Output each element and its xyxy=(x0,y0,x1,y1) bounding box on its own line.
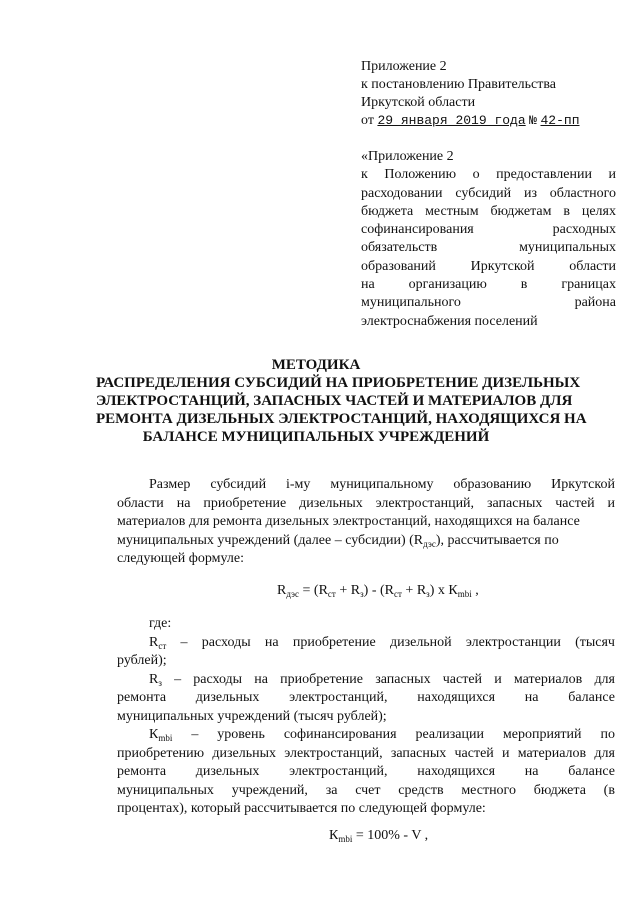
word: к xyxy=(361,167,368,183)
word: Размер xyxy=(149,477,191,492)
word: – xyxy=(191,727,199,742)
word: Положению xyxy=(384,167,457,183)
word: балансе xyxy=(568,690,615,705)
word: муниципального xyxy=(361,295,461,311)
word: муниципальных xyxy=(519,240,616,256)
word: образованию xyxy=(453,477,532,492)
word: – xyxy=(180,634,188,650)
word: электростанции xyxy=(465,634,561,650)
word: ремонта xyxy=(117,764,167,779)
intro-paragraph xyxy=(117,476,615,569)
word: субсидий xyxy=(210,477,267,492)
symbol xyxy=(149,634,166,653)
formula-k-mbi xyxy=(329,828,428,844)
word: местного xyxy=(461,782,516,798)
word: софинансирования xyxy=(361,222,474,238)
subscript: дэс xyxy=(423,538,436,549)
subscript: ст xyxy=(327,589,336,599)
symbol xyxy=(149,726,172,745)
definition-line xyxy=(117,634,615,653)
subscript: mbi xyxy=(158,733,173,743)
word: бюджета xyxy=(361,203,414,219)
definitions xyxy=(117,615,615,819)
word: областного xyxy=(549,185,616,201)
symbol: К xyxy=(329,828,339,843)
word: запасных xyxy=(390,745,447,761)
word: местным xyxy=(425,203,479,219)
word: средств xyxy=(398,782,444,798)
text: , xyxy=(471,583,479,598)
word: запасных xyxy=(375,671,431,687)
appendix-line xyxy=(361,185,616,203)
word: субсидий xyxy=(455,185,512,201)
word: из xyxy=(523,185,537,201)
word: на xyxy=(254,671,268,687)
approval-line: Приложение 2 xyxy=(361,59,447,74)
word: образований xyxy=(361,258,436,274)
word: электростанций, xyxy=(375,495,475,511)
appendix-line xyxy=(361,221,616,239)
word: в xyxy=(520,277,528,293)
word: целях xyxy=(581,203,616,219)
approval-date-line xyxy=(361,112,616,130)
word: и xyxy=(494,671,502,687)
word: дизельных xyxy=(195,764,260,779)
appendix-line xyxy=(361,276,616,294)
definition-line: муниципальных учреждений (тысяч рублей); xyxy=(117,708,387,724)
word: организацию xyxy=(408,277,487,293)
word: и xyxy=(502,745,510,761)
word: реализации xyxy=(415,727,484,742)
word: электростанций, xyxy=(289,764,388,779)
symbol xyxy=(149,671,162,690)
word: района xyxy=(574,295,616,311)
word: границах xyxy=(561,277,616,293)
approval-line: к постановлению Правительства xyxy=(361,77,557,92)
word: – xyxy=(174,671,182,687)
word: расходных xyxy=(552,222,616,238)
symbol-letter: К xyxy=(149,727,159,742)
title-line: РАСПРЕДЕЛЕНИЯ СУБСИДИЙ НА ПРИОБРЕТЕНИЕ ДИЗЕЛЬНЫХ xyxy=(96,375,581,391)
text: ) - (R xyxy=(363,583,394,598)
approval-number: 42-пп xyxy=(540,113,580,128)
definition-line: процентах), который рассчитывается по следующей формуле: xyxy=(117,801,486,816)
word: приобретению xyxy=(117,745,205,761)
subscript: з xyxy=(360,589,364,599)
appendix-line xyxy=(361,239,616,257)
word: софинансирования xyxy=(283,727,397,742)
text: ), рассчитывается по xyxy=(435,532,559,548)
word: i-му xyxy=(286,477,311,492)
word: счет xyxy=(355,782,381,798)
subscript: дэс xyxy=(286,589,300,599)
text: + R xyxy=(401,583,427,598)
approval-header xyxy=(361,58,616,130)
word: учреждений, xyxy=(231,782,308,798)
appendix-line xyxy=(361,166,616,184)
word: приобретение xyxy=(203,495,287,511)
subscript: ст xyxy=(393,589,402,599)
document-title xyxy=(96,356,587,446)
definition-line xyxy=(117,689,615,708)
word: и xyxy=(608,167,616,183)
word: мероприятий xyxy=(502,727,582,742)
subscript: з xyxy=(426,589,430,599)
appendix-line xyxy=(361,294,616,312)
word: на xyxy=(524,764,539,779)
word: расходовании xyxy=(361,185,443,201)
definition-line xyxy=(117,671,615,690)
appendix-line xyxy=(361,203,616,221)
word: приобретение xyxy=(280,671,364,687)
paragraph-line xyxy=(117,532,615,551)
text: ) х К xyxy=(429,583,458,598)
word: (тысяч xyxy=(575,634,615,650)
word: находящихся xyxy=(417,690,496,705)
word: находящихся xyxy=(417,764,496,779)
definition-line xyxy=(117,782,615,801)
word: муниципальному xyxy=(330,477,434,492)
approval-line: Иркутской области xyxy=(361,95,476,110)
word: балансе xyxy=(568,764,615,779)
symbol: R xyxy=(277,583,287,598)
symbol-letter: R xyxy=(149,634,159,650)
where-label: где: xyxy=(149,616,172,631)
paragraph-line xyxy=(117,495,615,514)
word: области xyxy=(569,258,616,274)
word: частей xyxy=(454,745,494,761)
word: частей xyxy=(442,671,483,687)
word: области xyxy=(117,495,164,511)
subscript: ст xyxy=(158,640,167,651)
word: уровень xyxy=(217,727,265,742)
paragraph-line: следующей формуле: xyxy=(117,551,244,566)
word: для xyxy=(594,671,615,687)
word: дизельных xyxy=(212,745,276,761)
word: расходы xyxy=(193,671,243,687)
word: предоставлении xyxy=(496,167,592,183)
subscript: з xyxy=(158,677,162,688)
word: ремонта xyxy=(117,690,167,705)
text: = (R xyxy=(299,583,328,598)
word: на xyxy=(176,495,191,511)
word: по xyxy=(600,727,615,742)
text: = 100% - V , xyxy=(352,828,429,843)
title-line: БАЛАНСЕ МУНИЦИПАЛЬНЫХ УЧРЕЖДЕНИЙ xyxy=(142,429,490,445)
word: муниципальных xyxy=(117,782,214,798)
title-line: РЕМОНТА ДИЗЕЛЬНЫХ ЭЛЕКТРОСТАНЦИЙ, НАХОДЯЩИХСЯ НА xyxy=(96,411,587,427)
word: на xyxy=(524,690,539,705)
word: для xyxy=(594,745,615,761)
approval-date: 29 января 2019 года xyxy=(377,113,526,128)
word: о xyxy=(472,167,480,183)
title-line: ЭЛЕКТРОСТАНЦИЙ, ЗАПАСНЫХ ЧАСТЕЙ И МАТЕРИАЛОВ ДЛЯ xyxy=(96,393,573,409)
word: дизельной xyxy=(389,634,452,650)
date-prefix: от xyxy=(361,113,374,128)
word: (в xyxy=(603,782,615,798)
word: за xyxy=(325,782,338,798)
subscript: mbi xyxy=(338,834,353,844)
word: обязательств xyxy=(361,240,438,256)
word: в xyxy=(563,203,570,219)
word: запасных xyxy=(486,495,543,511)
definition-line xyxy=(117,763,615,782)
definition-line xyxy=(117,726,615,745)
paragraph-line: материалов для ремонта дизельных электростанций, находящихся на балансе xyxy=(117,514,580,529)
word: электростанций, xyxy=(284,745,383,761)
symbol-letter: R xyxy=(149,671,159,687)
word: на xyxy=(361,277,375,293)
word: материалов xyxy=(513,671,583,687)
word: частей xyxy=(555,495,595,511)
appendix-line xyxy=(361,258,616,276)
word: электростанций, xyxy=(289,690,388,705)
title-line: МЕТОДИКА xyxy=(271,357,361,373)
text: + R xyxy=(335,583,361,598)
appendix-2-reference xyxy=(361,148,616,331)
formula-r-des xyxy=(277,583,479,599)
word: материалов xyxy=(517,745,587,761)
appendix-line: «Приложение 2 xyxy=(361,149,454,164)
word: дизельных xyxy=(195,690,260,705)
word: бюджета xyxy=(533,782,586,798)
word: приобретение xyxy=(292,634,376,650)
appendix-line: электроснабжения поселений xyxy=(361,313,538,329)
word: на xyxy=(264,634,279,650)
number-sign: № xyxy=(529,113,537,128)
subscript: mbi xyxy=(457,589,472,599)
word: расходы xyxy=(201,634,251,650)
word: и xyxy=(607,495,615,511)
word: дизельных xyxy=(299,495,363,511)
word: Иркутской xyxy=(470,258,535,274)
definition-line: рублей); xyxy=(117,653,167,668)
definition-line xyxy=(117,745,615,764)
word: Иркутской xyxy=(551,477,615,492)
word: бюджетам xyxy=(490,203,552,219)
paragraph-line xyxy=(117,476,615,495)
text: муниципальных учреждений (далее – субсидии) (R xyxy=(117,532,424,548)
